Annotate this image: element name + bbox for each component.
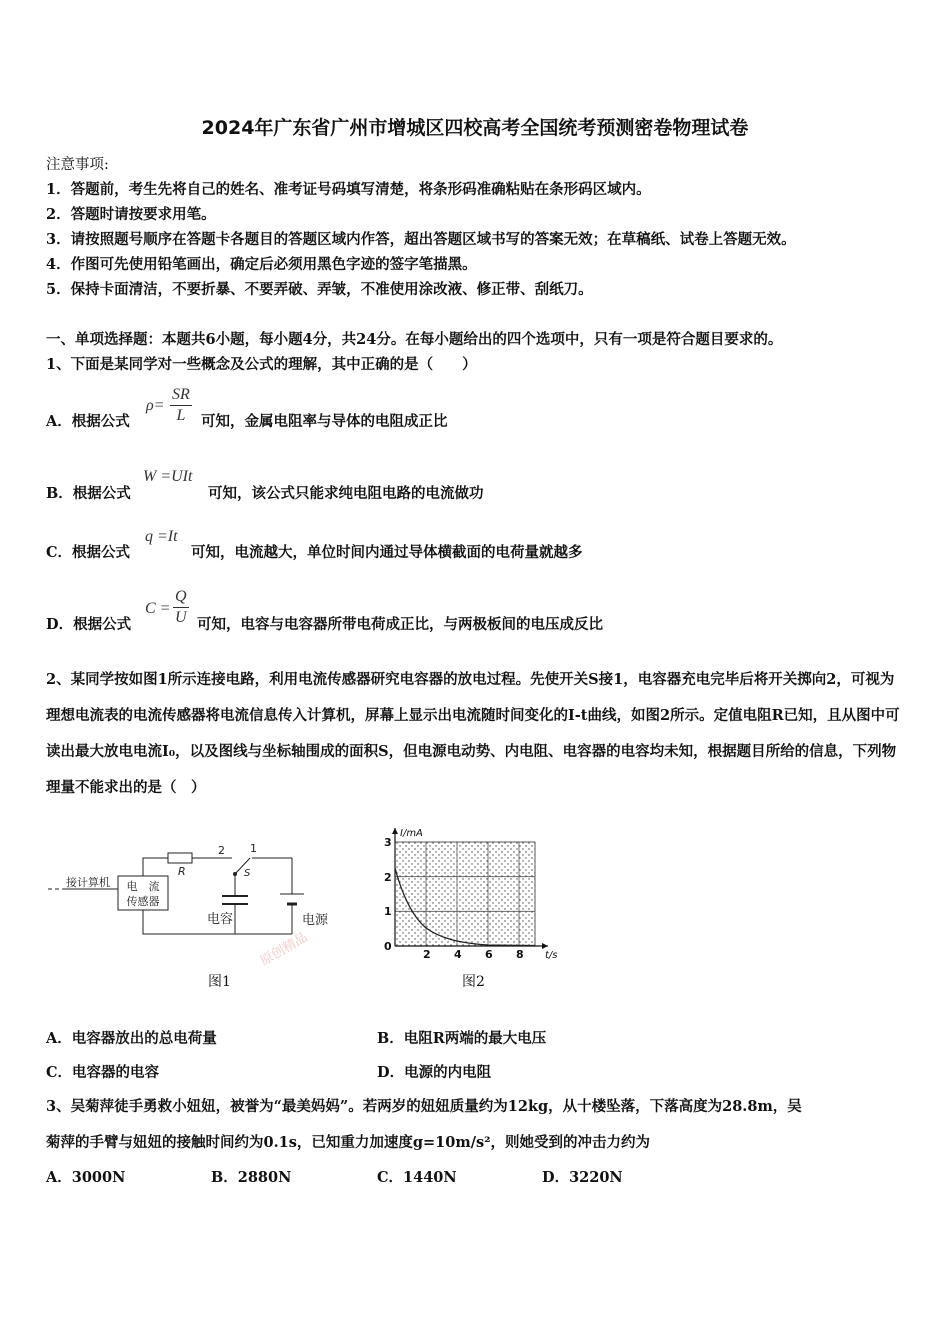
- sensor-label-1: 电 流: [126, 880, 160, 893]
- q1-option-d-text: 可知，电容与电容器所带电荷成正比，与两极板间的电压成反比: [197, 616, 603, 633]
- q1-option-b-text: 可知，该公式只能求纯电阻电路的电流做功: [208, 485, 484, 502]
- capacitor-label: 电容: [207, 912, 234, 927]
- q2-option-c: C．电容器的电容: [46, 1064, 160, 1081]
- grid-area: [395, 842, 535, 946]
- x-tick-2: 2: [423, 948, 431, 961]
- y-axis-arrow: [392, 828, 398, 834]
- q2-option-a: A．电容器放出的总电荷量: [46, 1030, 217, 1047]
- notice-item-3: 3．请按照题号顺序在答题卡各题目的答题区域内作答，超出答题区域书写的答案无效；在草稿纸、试卷上答题无效。: [46, 231, 796, 248]
- x-tick-8: 8: [516, 948, 524, 961]
- x-tick-4: 4: [454, 948, 462, 961]
- q2-stem: 2、某同学按如图1所示连接电路，利用电流传感器研究电容器的放电过程。先使开关S接1，电容器充电完毕后将开关掷向2，可视为理想电流表的电流传感器将电流信息传入计算机，屏幕上显示出电流随时间变化的I-t曲线，如图2所示。定值电阻R已知，且从图中可读出最大放电电流I₀，以及图线与坐标轴围成的面积S，但电源电动势、内电阻、电容器的电容均未知，根据题目所给的信息，下列物理量不能求出的是（ ）: [46, 671, 900, 796]
- q1-option-d-label: D．根据公式: [46, 616, 132, 633]
- q3-option-b: B．2880N: [211, 1169, 292, 1186]
- q3-stem-line-1: 3、吴菊萍徒手勇救小妞妞，被誉为“最美妈妈”。若两岁的妞妞质量约为12kg，从十楼坠落，下落高度为28.8m，吴: [46, 1098, 802, 1115]
- y-axis-label: I/mA: [400, 828, 423, 839]
- section1-heading: 一、单项选择题：本题共6小题，每小题4分，共24分。在每小题给出的四个选项中，只有一项是符合题目要求的。: [46, 331, 783, 348]
- q3-stem-line-2: 菊萍的手臂与妞妞的接触时间约为0.1s，已知重力加速度g=10m/s²，则她受到的冲击力约为: [46, 1134, 651, 1151]
- q1-option-c-text: 可知，电流越大，单位时间内通过导体横截面的电荷量就越多: [191, 544, 583, 561]
- q2-option-d: D．电源的内电阻: [377, 1064, 492, 1081]
- figure-2-caption: 图2: [462, 974, 485, 990]
- switch-pos-2: 2: [218, 844, 225, 857]
- figure-1-circuit: [44, 838, 344, 970]
- q1-stem: 1、下面是某同学对一些概念及公式的理解，其中正确的是（ ）: [46, 356, 477, 373]
- q1-option-c-formula: q =It: [145, 528, 178, 545]
- q1-option-d-numerator: Q: [175, 588, 187, 605]
- q1-option-a-lhs: ρ=: [146, 397, 165, 414]
- q1-option-d-fraction: [173, 587, 189, 628]
- exam-title: 2024年广东省广州市增城区四校高考全国统考预测密卷物理试卷: [201, 117, 749, 139]
- q3-option-d: D．3220N: [542, 1169, 623, 1186]
- q1-option-a-label: A．根据公式: [46, 413, 130, 430]
- x-axis-label: t/s: [545, 950, 558, 961]
- y-tick-1: 1: [384, 905, 392, 918]
- q1-option-d-denominator: U: [175, 609, 187, 626]
- q3-option-a: A．3000N: [46, 1169, 126, 1186]
- q1-option-b-label: B．根据公式: [46, 485, 131, 502]
- figure-2-it-graph: [378, 824, 560, 962]
- figure-1-caption: 图1: [208, 974, 231, 990]
- q1-option-b-formula: W =UIt: [143, 468, 193, 485]
- switch-pos-1: 1: [250, 842, 257, 855]
- q3-option-c: C．1440N: [377, 1169, 457, 1186]
- switch-label: S: [244, 868, 251, 879]
- source-label: 电源: [302, 913, 329, 928]
- resistor-label: R: [178, 865, 186, 878]
- q1-option-a-denominator: L: [176, 407, 186, 424]
- notice-item-5: 5．保持卡面清洁，不要折暴、不要弄破、弄皱，不准使用涂改液、修正带、刮纸刀。: [46, 281, 593, 298]
- notice-item-4: 4．作图可先使用铅笔画出，确定后必须用黑色字迹的签字笔描黑。: [46, 256, 477, 273]
- sensor-label-2: 传感器: [126, 895, 160, 908]
- q1-option-a-text: 可知，金属电阻率与导体的电阻成正比: [201, 413, 448, 430]
- computer-label: 接计算机: [66, 876, 110, 889]
- y-tick-3: 3: [384, 836, 392, 849]
- notice-item-1: 1．答题前，考生先将自己的姓名、准考证号码填写清楚，将条形码准确粘贴在条形码区域内。: [46, 181, 651, 198]
- x-tick-6: 6: [485, 948, 493, 961]
- y-tick-2: 2: [384, 871, 392, 884]
- notice-heading: 注意事项:: [46, 157, 109, 173]
- q1-option-d-lhs: C =: [145, 600, 171, 617]
- q2-option-b: B．电阻R两端的最大电压: [377, 1030, 547, 1047]
- x-axis-arrow: [542, 943, 548, 949]
- q1-option-a-numerator: SR: [172, 386, 190, 403]
- y-tick-0: 0: [384, 940, 392, 953]
- resistor: [168, 853, 192, 863]
- q1-option-a-fraction: [170, 385, 192, 426]
- watermark-stamp: 原创精品: [257, 930, 311, 970]
- wire-top-left: [143, 858, 168, 876]
- notice-item-2: 2．答题时请按要求用笔。: [46, 206, 216, 223]
- q1-option-c-label: C．根据公式: [46, 544, 131, 561]
